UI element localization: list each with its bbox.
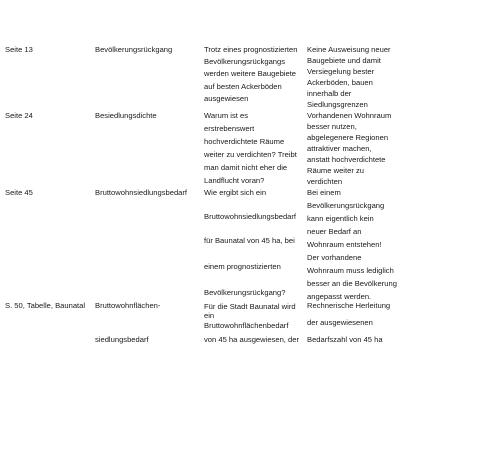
row-problem-line: ein [204, 311, 215, 320]
row-problem-line: erstrebenswert [204, 124, 255, 133]
row-solution-line: kann eigentlich kein [307, 214, 374, 223]
row-solution-line: der ausgewiesenen [307, 318, 373, 327]
row-solution-line: Vorhandenen Wohnraum [307, 111, 392, 120]
row-solution-line: abgelegenere Regionen [307, 133, 389, 142]
row-problem-line: einem prognostizierten [204, 262, 281, 271]
row-page-ref: Seite 24 [5, 111, 33, 120]
row-solution-line: Bedarfszahl von 45 ha [307, 335, 383, 344]
row-solution-line: angepasst werden. [307, 292, 372, 301]
row-solution-line: Bei einem [307, 188, 341, 197]
row-problem-line: Bruttowohnflächenbedarf [204, 321, 289, 330]
row-solution-line: attraktiver machen, [307, 144, 372, 153]
row-page-ref: Seite 13 [5, 45, 33, 54]
row-page-ref: S. 50, Tabelle, Baunatal [5, 301, 86, 310]
row-problem-line: hochverdichtete Räume [204, 137, 285, 146]
row-solution-line: Siedlungsgrenzen [307, 100, 368, 109]
row-topic: Bevölkerungsrückgang [95, 45, 173, 54]
row-problem-line: Bevölkerungsrückgangs [204, 57, 286, 66]
row-solution-line: Der vorhandene [307, 253, 362, 262]
row-problem-line: Bruttowohnsiedlungsbedarf [204, 212, 297, 221]
row-solution-line: Räume weiter zu [307, 166, 364, 175]
row-problem-line: von 45 ha ausgewiesen, der [204, 335, 299, 344]
row-solution-line: Wohnraum entstehen! [307, 240, 382, 249]
row-problem-line: für Baunatal von 45 ha, bei [204, 236, 295, 245]
row-topic: siedlungsbedarf [95, 335, 149, 344]
row-solution-line: neuer Bedarf an [307, 227, 362, 236]
row-solution-line: besser nutzen, [307, 122, 357, 131]
row-problem-line: man damit nicht eher die [204, 163, 288, 172]
row-solution-line: Rechnerische Herleitung [307, 301, 391, 310]
row-solution-line: innerhalb der [307, 89, 352, 98]
row-solution-line: besser an die Bevölkerung [307, 279, 397, 288]
row-solution-line: Ackerböden, bauen [307, 78, 373, 87]
row-solution-line: Bevölkerungsrückgang [307, 201, 385, 210]
row-problem-line: Warum ist es [204, 111, 249, 120]
row-problem-line: Trotz eines prognostizierten [204, 45, 298, 54]
row-solution-line: Keine Ausweisung neuer [307, 45, 391, 54]
row-problem-line: Wie ergibt sich ein [204, 188, 267, 197]
row-problem-line: werden weitere Baugebiete [204, 69, 297, 78]
row-page-ref: Seite 45 [5, 188, 33, 197]
row-topic: Besiedlungsdichte [95, 111, 157, 120]
row-problem-line: Bevölkerungsrückgang? [204, 288, 286, 297]
row-solution-line: Wohnraum muss lediglich [307, 266, 394, 275]
row-problem-line: Für die Stadt Baunatal wird [204, 302, 296, 311]
row-solution-line: anstatt hochverdichtete [307, 155, 386, 164]
row-problem-line: weiter zu verdichten? Treibt [204, 150, 297, 159]
row-topic: Bruttowohnflächen- [95, 301, 161, 310]
row-problem-line: ausgewiesen [204, 94, 249, 103]
row-problem-line: Landflucht voran? [204, 176, 265, 185]
row-solution-line: Baugebiete und damit [307, 56, 381, 65]
row-solution-line: Versiegelung bester [307, 67, 375, 76]
row-problem-line: auf besten Ackerböden [204, 82, 282, 91]
row-topic: Bruttowohnsiedlungsbedarf [95, 188, 188, 197]
row-solution-line: verdichten [307, 177, 343, 186]
